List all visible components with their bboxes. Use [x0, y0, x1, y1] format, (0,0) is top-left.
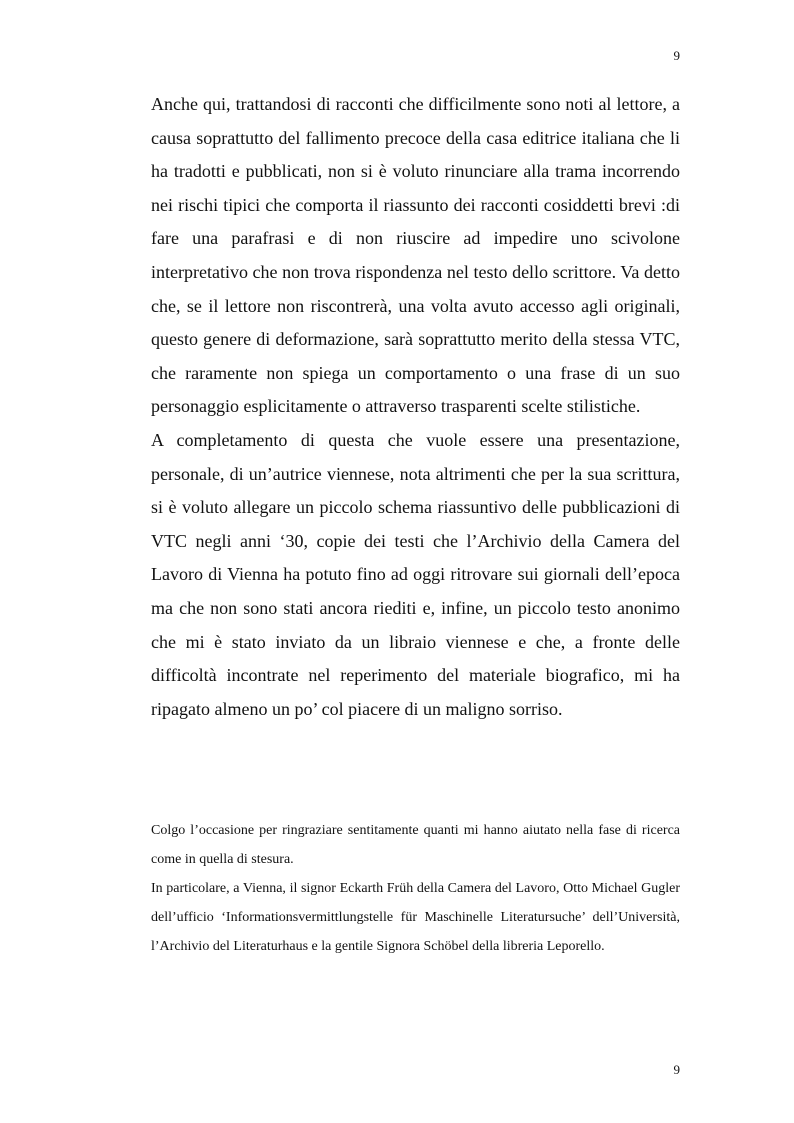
page-number-top: 9	[673, 48, 680, 63]
acknowledgements-paragraph-2: In particolare, a Vienna, il signor Eckarth Früh della Camera del Lavoro, Otto Michael Gugler dell’ufficio ‘Informationsvermittlungstelle für Maschinelle Literatursuche’ dell’Università, l’Archivio del Literaturhaus e la gentile Signora Schöbel della libreria Leporello.	[151, 881, 680, 954]
page-number-bottom: 9	[673, 1062, 680, 1077]
acknowledgements-text	[151, 816, 680, 961]
body-text	[151, 88, 680, 726]
body-paragraph-2: A completamento di questa che vuole essere una presentazione, personale, di un’autrice viennese, nota altrimenti che per la sua scrittura, si è voluto allegare un piccolo schema riassuntivo delle pubblicazioni di VTC negli anni ‘30, copie dei testi che l’Archivio della Camera del Lavoro di Vienna ha potuto fino ad oggi ritrovare sui giornali dell’epoca ma che non sono stati ancora riediti e, infine, un piccolo testo anonimo che mi è stato inviato da un libraio viennese e che, a fronte delle difficoltà incontrate nel reperimento del materiale biografico, mi ha ripagato almeno un po’ col piacere di un maligno sorriso.	[151, 429, 680, 719]
acknowledgements-paragraph-1: Colgo l’occasione per ringraziare sentitamente quanti mi hanno aiutato nella fase di ricerca come in quella di stesura.	[151, 823, 680, 867]
body-paragraph-1: Anche qui, trattandosi di racconti che difficilmente sono noti al lettore, a causa soprattutto del fallimento precoce della casa editrice italiana che li ha tradotti e pubblicati, non si è voluto rinunciare alla trama incorrendo nei rischi tipici che comporta il riassunto dei racconti cosiddetti brevi :di fare una parafrasi e di non riuscire ad impedire uno scivolone interpretativo che non trova rispondenza nel testo dello scrittore. Va detto che, se il lettore non riscontrerà, una volta avuto accesso agli originali, questo genere di deformazione, sarà soprattutto merito della stessa VTC, che raramente non spiega un comportamento o una frase di un suo personaggio esplicitamente o attraverso trasparenti scelte stilistiche.	[151, 94, 680, 417]
